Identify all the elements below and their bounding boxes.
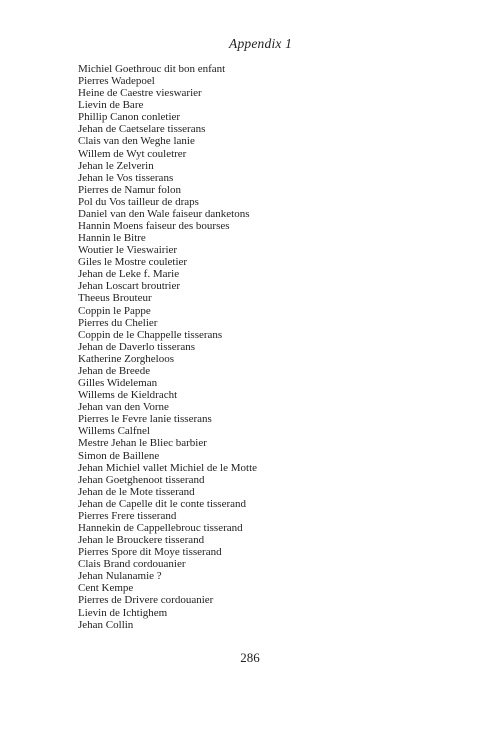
name-entry: Theeus Brouteur: [78, 292, 152, 305]
name-entry: Lievin de Ichtighem: [78, 606, 168, 619]
name-entry: Jehan Nulanamie ?: [78, 570, 162, 583]
name-entry: Michiel Goethrouc dit bon enfant: [78, 63, 226, 75]
name-entry: Jehan le Brouckere tisserand: [78, 534, 205, 547]
name-entry: Simon de Baillene: [78, 449, 160, 462]
running-head: Appendix 1: [229, 36, 293, 51]
name-entry: Jehan le Zelverin: [78, 159, 154, 172]
name-entry: Woutier le Vieswairier: [78, 244, 178, 257]
name-entry: Heine de Caestre vieswarier: [78, 87, 202, 100]
name-list: [78, 63, 257, 631]
name-entry: Jehan de Leke f. Marie: [78, 268, 180, 281]
name-entry: Jehan de le Mote tisserand: [78, 485, 195, 498]
name-entry: Pierres Frere tisserand: [78, 509, 177, 522]
name-entry: Pierres Spore dit Moye tisserand: [78, 546, 222, 559]
name-entry: Clais van den Weghe lanie: [78, 135, 195, 148]
name-entry: Jehan de Capelle dit le conte tisserand: [78, 497, 246, 510]
name-entry: Jehan Collin: [78, 618, 134, 631]
name-entry: Pierres du Chelier: [78, 316, 158, 329]
name-entry: Cent Kempe: [78, 582, 134, 595]
name-entry: Pol du Vos tailleur de draps: [78, 195, 199, 208]
name-entry: Gilles Wideleman: [78, 377, 158, 390]
page-number: 286: [240, 650, 260, 665]
name-entry: Phillip Canon conletier: [78, 111, 181, 124]
name-entry: Willems Calfnel: [78, 425, 150, 438]
name-entry: Pierres Wadepoel: [78, 75, 155, 88]
name-entry: Hannin le Bitre: [78, 232, 146, 245]
name-entry: Katherine Zorgheloos: [78, 352, 175, 365]
name-entry: Jehan de Daverlo tisserans: [78, 340, 195, 353]
name-entry: Clais Brand cordouanier: [78, 558, 186, 571]
name-entry: Willem de Wyt couletrer: [78, 147, 187, 160]
name-entry: Jehan van den Vorne: [78, 401, 169, 414]
name-entry: Daniel van den Wale faiseur danketons: [78, 207, 250, 220]
name-entry: Willems de Kieldracht: [78, 389, 178, 402]
name-entry: Pierres de Namur folon: [78, 183, 181, 196]
name-entry: Hannin Moens faiseur des bourses: [78, 220, 230, 233]
name-entry: Jehan de Breede: [78, 364, 151, 377]
name-entry: Jehan Loscart broutrier: [78, 280, 181, 293]
name-entry: Jehan le Vos tisserans: [78, 171, 174, 184]
name-entry: Jehan Goetghenoot tisserand: [78, 473, 205, 486]
name-entry: Pierres le Fevre lanie tisserans: [78, 413, 212, 426]
name-entry: Hannekin de Cappellebrouc tisserand: [78, 521, 243, 534]
name-entry: Lievin de Bare: [78, 99, 144, 112]
name-entry: Jehan de Caetselare tisserans: [78, 123, 206, 136]
name-entry: Coppin le Pappe: [78, 304, 151, 317]
name-entry: Pierres de Drivere cordouanier: [78, 594, 214, 607]
name-entry: Giles le Mostre couletier: [78, 256, 188, 269]
name-entry: Coppin de le Chappelle tisserans: [78, 328, 223, 341]
name-entry: Jehan Michiel vallet Michiel de le Motte: [78, 461, 258, 474]
name-entry: Mestre Jehan le Bliec barbier: [78, 437, 207, 450]
